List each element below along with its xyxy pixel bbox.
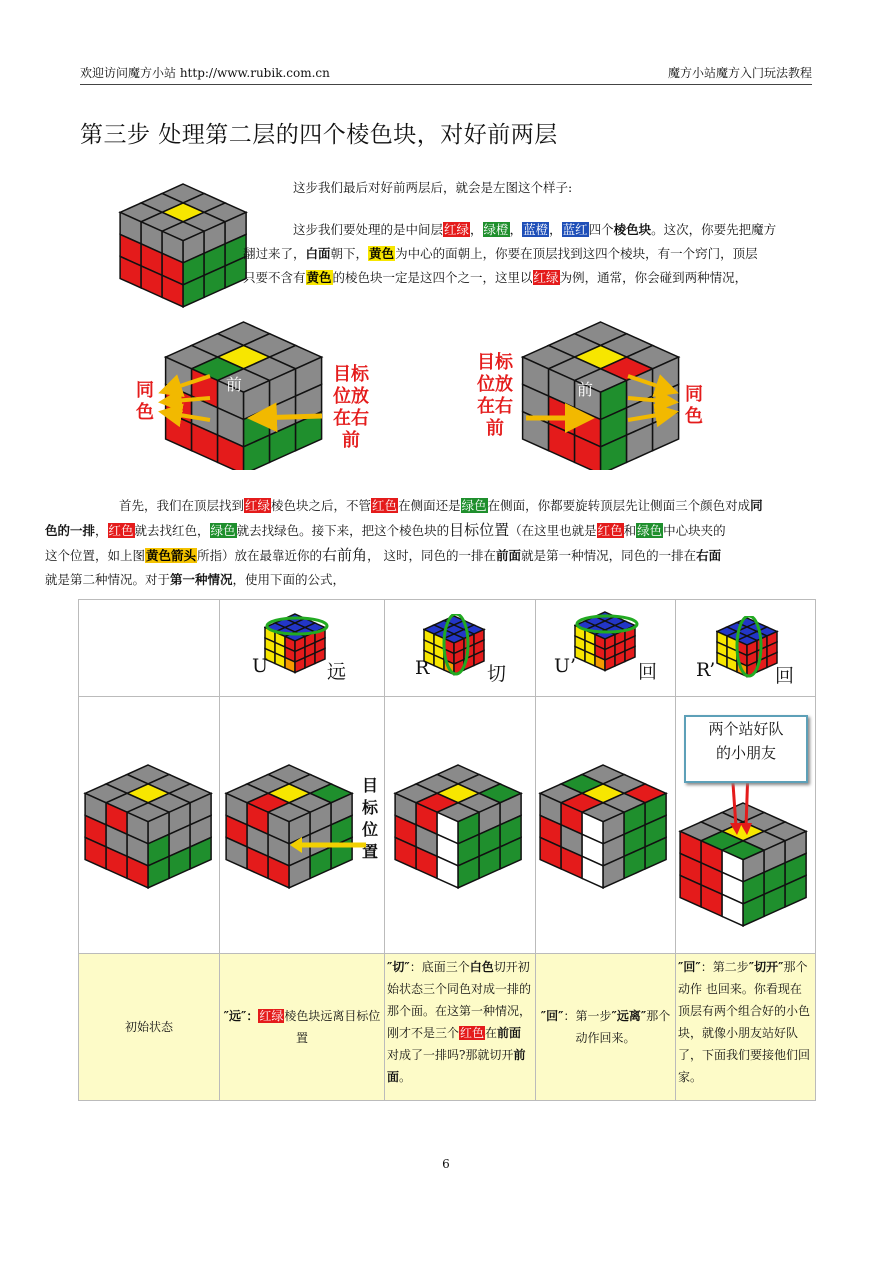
state-u-prime-cube xyxy=(538,763,673,893)
same-color-label-right: 同 色 xyxy=(685,384,703,427)
move-word: 回 xyxy=(638,661,658,683)
front-label-right: 前 xyxy=(577,380,594,399)
move-word: 切 xyxy=(487,663,507,685)
state-r-cube xyxy=(393,763,528,893)
explanation-paragraph: 首先，我们在顶层找到红绿棱色块之后，不管红色在侧面还是绿色在侧面，你都要旋转顶层先让侧面三个颜色对成同 色的一排，红色就去找红色，绿色就去找绿色。接下来，把这个棱色块的目标位置（在这里也就是红色和绿色中心块夹的 这个位置，如上图黄色箭头所指）放在最靠近你的右前角， 这时，同色的一排在前面就是第一种情况，同色的一排在右面 就是第二种情况。对于第一种情况，使用下面的公式， xyxy=(45,498,763,587)
target-arrow xyxy=(288,835,368,855)
arrow-same-left-3 xyxy=(162,412,210,420)
state-u-cube xyxy=(224,763,359,893)
move-cell-u-prime xyxy=(536,600,676,697)
header-site: 欢迎访问魔方小站 http://www.rubik.com.cn xyxy=(80,66,330,80)
target-position-label-left: 目标 位放 在右 前 xyxy=(333,364,369,451)
page-header xyxy=(80,62,812,85)
arrow-same-right-1 xyxy=(628,376,675,392)
desc-r-prime: ″回″：第二步″切开″那个动作 也回来。你看现在顶层有两个组合好的小色块，就像小朋友站好队了，下面我们要接他们回家。 xyxy=(676,954,816,1101)
desc-initial: 初始状态 xyxy=(79,954,220,1101)
desc-r: ″切″：底面三个白色切开初始状态三个同色对成一排的那个面。在这第一种情况，刚才不是三个红色在前面对成了一排吗?那就切开前面。 xyxy=(385,954,536,1101)
move-code: R xyxy=(415,657,430,679)
arrow-same-left-2 xyxy=(162,398,210,402)
move-r-icon xyxy=(423,614,493,684)
arrow-same-right-2 xyxy=(628,398,675,402)
move-word: 远 xyxy=(327,661,347,683)
front-label-left: 前 xyxy=(226,375,243,394)
page-number: 6 xyxy=(442,1157,450,1171)
state-u-cell xyxy=(220,697,385,954)
target-position-label-right: 目标 位放 在右 前 xyxy=(477,352,513,439)
arrow-same-right-3 xyxy=(628,412,675,420)
arrow-same-left-1 xyxy=(162,376,210,392)
state-u-prime-cell xyxy=(536,697,676,954)
empty-cell xyxy=(79,600,220,697)
desc-u: ″远″：红绿棱色块远离目标位置 xyxy=(220,954,385,1101)
callout-box: 两个站好队 的小朋友 xyxy=(684,715,808,783)
diagram-arrows xyxy=(0,320,892,480)
state-initial-cube xyxy=(83,763,218,893)
move-word: 回 xyxy=(775,665,795,687)
move-code: U’ xyxy=(554,655,577,677)
intro-paragraph: 这步我们要处理的是中间层红绿，绿橙，蓝橙，蓝红四个棱色块。这次，你要先把魔方 翻过来了，白面朝下，黄色为中心的面朝上，你要在顶层找到这四个棱块，有一个窍门，顶层 只要不含有黄色的棱色块一定是这四个之一，这里以红绿为例，通常，你会碰到两种情况， xyxy=(243,222,777,285)
move-cell-r-prime xyxy=(676,600,816,697)
move-cell-u xyxy=(220,600,385,697)
solved-f2l-cube xyxy=(118,182,253,312)
state-r-cell xyxy=(385,697,536,954)
move-code: R’ xyxy=(696,659,716,681)
same-color-label-left: 同 色 xyxy=(136,380,154,423)
descriptions-row xyxy=(79,954,816,1101)
arrow-target-left xyxy=(252,416,322,418)
header-tutorial: 魔方小站魔方入门玩法教程 xyxy=(667,66,812,80)
desc-u-prime: ″回″：第一步″远离″那个动作回来。 xyxy=(536,954,676,1101)
move-cell-r xyxy=(385,600,536,697)
move-code: U xyxy=(252,655,269,677)
section-title: 第三步 处理第二层的四个棱色块，对好前两层 xyxy=(80,122,558,148)
move-u-prime-icon xyxy=(574,610,644,674)
algorithm-table xyxy=(78,599,816,1101)
moves-row xyxy=(79,600,816,697)
target-position-label: 目 标 位 置 xyxy=(362,776,379,861)
intro-line1: 这步我们最后对好前两层后，就会是左图这个样子: xyxy=(293,180,573,195)
move-u-icon xyxy=(264,612,334,676)
state-initial-cell xyxy=(79,697,220,954)
